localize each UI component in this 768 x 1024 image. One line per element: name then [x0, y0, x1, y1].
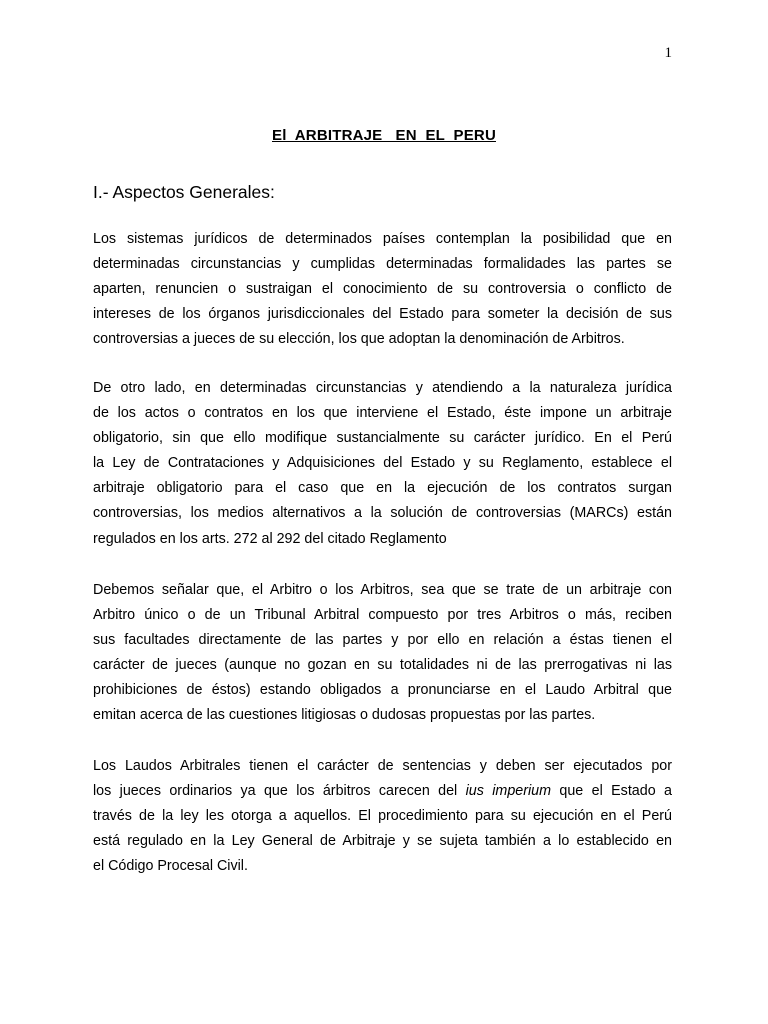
text-line: Los Laudos Arbitrales tienen el carácter de sentencias y deben ser ejecutados por	[93, 758, 672, 774]
text-line: emitan acerca de las cuestiones litigiosas o dudosas propuestas por las partes.	[93, 707, 596, 724]
text-line: intereses de los órganos jurisdiccionales del Estado para someter la decisión de sus	[93, 306, 672, 323]
text-line: De otro lado, en determinadas circunstancias y atendiendo a la naturaleza jurídica	[93, 380, 672, 396]
text-line: Arbitro único o de un Tribunal Arbitral compuesto por tres Arbitros o más, reciben	[93, 607, 672, 624]
text-line: través de la ley les otorga a aquellos. El procedimiento para su ejecución en el Perú	[93, 808, 672, 825]
text-line: prohibiciones de éstos) estando obligados a pronunciarse en el Laudo Arbitral que	[93, 682, 672, 699]
paragraph-3	[93, 578, 672, 729]
text-line: el Código Procesal Civil.	[93, 858, 248, 875]
text-line: controversias a jueces de su elección, los que adoptan la denominación de Arbitros.	[93, 331, 625, 348]
text-line: sus facultades directamente de las partes y por ello en relación a éstas tienen el	[93, 632, 672, 649]
section-heading: I.- Aspectos Generales:	[93, 182, 275, 202]
text-line: la Ley de Contrataciones y Adquisiciones del Estado y su Reglamento, establece el	[93, 455, 672, 472]
text-segment: los jueces ordinarios ya que los árbitros carecen del	[93, 783, 466, 800]
document-title: El ARBITRAJE EN EL PERU	[272, 127, 496, 144]
text-line: arbitraje obligatorio para el caso que en la ejecución de los contratos surgan	[93, 480, 672, 497]
emphasis-text: ius imperium	[465, 783, 552, 800]
paragraph-1	[93, 227, 672, 352]
text-line: regulados en los arts. 272 al 292 del citado Reglamento	[93, 530, 447, 547]
text-line: obligatorio, sin que ello modifique sustancialmente su carácter jurídico. En el Perú	[93, 430, 672, 447]
text-line: determinadas circunstancias y cumplidas determinadas formalidades las partes se	[93, 256, 672, 273]
text-line: de los actos o contratos en los que interviene el Estado, éste impone un arbitraje	[93, 405, 672, 422]
paragraph-4	[93, 754, 672, 879]
text-line: controversias, los medios alternativos a la solución de controversias (MARCs) están	[93, 505, 672, 522]
text-segment: que el Estado a	[551, 783, 672, 800]
text-line: carácter de jueces (aunque no gozan en su totalidades ni de las prerrogativas ni las	[93, 657, 672, 674]
paragraph-2	[93, 376, 672, 552]
text-line: Los sistemas jurídicos de determinados países contemplan la posibilidad que en	[93, 231, 672, 247]
page-number: 1	[664, 45, 672, 61]
text-line: Debemos señalar que, el Arbitro o los Arbitros, sea que se trate de un arbitraje con	[93, 582, 672, 598]
text-line: está regulado en la Ley General de Arbitraje y se sujeta también a lo establecido en	[93, 833, 672, 850]
text-line	[93, 779, 672, 804]
text-line: aparten, renuncien o sustraigan el conocimiento de su controversia o conflicto de	[93, 281, 672, 298]
